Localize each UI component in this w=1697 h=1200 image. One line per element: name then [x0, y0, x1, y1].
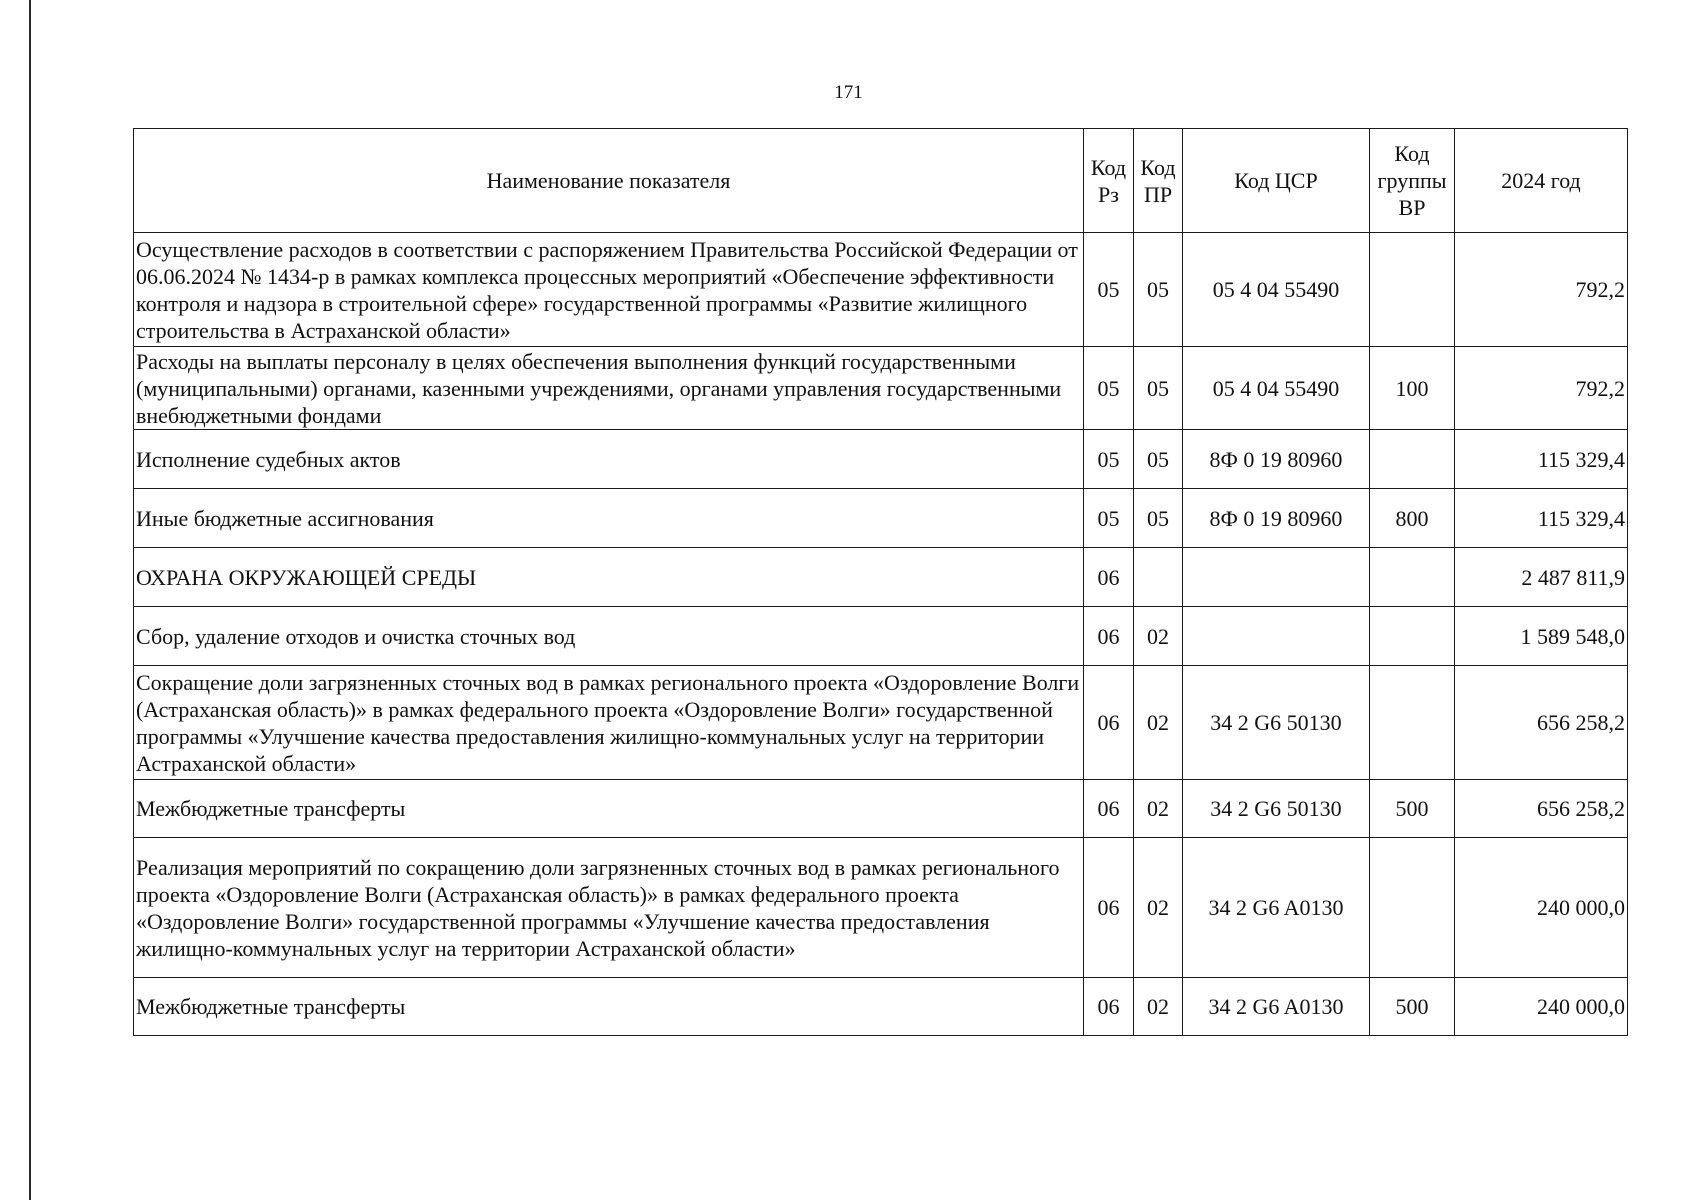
row-amount: 115 329,4: [1455, 430, 1628, 489]
row-csr: 34 2 G6 50130: [1183, 666, 1370, 780]
row-vr: [1370, 233, 1455, 347]
row-pr: 02: [1134, 780, 1183, 838]
row-pr: 05: [1134, 347, 1183, 430]
row-name: Расходы на выплаты персоналу в целях обеспечения выполнения функций государственными (муниципальными) органами, казенными учреждениями, органами управления государственными внебюджетными фондами: [134, 347, 1084, 430]
row-rz: 05: [1084, 430, 1134, 489]
header-pr: Код ПР: [1134, 129, 1183, 233]
table-row: [134, 347, 1628, 430]
row-name: Межбюджетные трансферты: [134, 780, 1084, 838]
row-vr: [1370, 666, 1455, 780]
row-pr: 02: [1134, 666, 1183, 780]
row-rz: 06: [1084, 838, 1134, 978]
row-rz: 05: [1084, 489, 1134, 548]
table-row: [134, 233, 1628, 347]
table-row: [134, 978, 1628, 1036]
row-pr: 05: [1134, 430, 1183, 489]
row-name: Реализация мероприятий по сокращению доли загрязненных сточных вод в рамках регионального проекта «Оздоровление Волги (Астраханская область)» в рамках федерального проекта «Оздоровление Волги» государственной программы «Улучшение качества предоставления жилищно-коммунальных услуг на территории Астраханской области»: [134, 838, 1084, 978]
header-csr: Код ЦСР: [1183, 129, 1370, 233]
header-rz: Код Рз: [1084, 129, 1134, 233]
table-row: [134, 489, 1628, 548]
row-name: Исполнение судебных актов: [134, 430, 1084, 489]
row-name: Осуществление расходов в соответствии с распоряжением Правительства Российской Федерации от 06.06.2024 № 1434-р в рамках комплекса процессных мероприятий «Обеспечение эффективности контроля и надзора в строительной сфере» государственной программы «Развитие жилищного строительства в Астраханской области»: [134, 233, 1084, 347]
row-amount: 1 589 548,0: [1455, 607, 1628, 666]
row-rz: 06: [1084, 978, 1134, 1036]
row-amount: 240 000,0: [1455, 978, 1628, 1036]
row-amount: 656 258,2: [1455, 666, 1628, 780]
row-name: Сбор, удаление отходов и очистка сточных вод: [134, 607, 1084, 666]
scan-edge-line: [29, 0, 31, 1200]
table-row: [134, 548, 1628, 607]
row-vr: 500: [1370, 978, 1455, 1036]
row-csr: [1183, 607, 1370, 666]
table-row: [134, 666, 1628, 780]
row-pr: 02: [1134, 978, 1183, 1036]
row-amount: 115 329,4: [1455, 489, 1628, 548]
row-vr: 800: [1370, 489, 1455, 548]
table-header-row: [134, 129, 1628, 233]
header-vr: Код группы ВР: [1370, 129, 1455, 233]
row-csr: 05 4 04 55490: [1183, 347, 1370, 430]
row-name: Иные бюджетные ассигнования: [134, 489, 1084, 548]
row-rz: 05: [1084, 347, 1134, 430]
row-rz: 05: [1084, 233, 1134, 347]
row-amount: 656 258,2: [1455, 780, 1628, 838]
row-csr: 34 2 G6 A0130: [1183, 978, 1370, 1036]
page-number: 171: [834, 82, 863, 103]
row-rz: 06: [1084, 780, 1134, 838]
row-vr: 100: [1370, 347, 1455, 430]
header-name: Наименование показателя: [134, 129, 1084, 233]
row-csr: 8Ф 0 19 80960: [1183, 489, 1370, 548]
row-name: ОХРАНА ОКРУЖАЮЩЕЙ СРЕДЫ: [134, 548, 1084, 607]
row-pr: [1134, 548, 1183, 607]
row-csr: [1183, 548, 1370, 607]
row-rz: 06: [1084, 607, 1134, 666]
row-vr: [1370, 430, 1455, 489]
table-row: [134, 607, 1628, 666]
row-amount: 2 487 811,9: [1455, 548, 1628, 607]
row-pr: 02: [1134, 607, 1183, 666]
table-row: [134, 780, 1628, 838]
row-pr: 05: [1134, 489, 1183, 548]
table-row: [134, 838, 1628, 978]
row-pr: 02: [1134, 838, 1183, 978]
row-csr: 05 4 04 55490: [1183, 233, 1370, 347]
row-rz: 06: [1084, 548, 1134, 607]
row-csr: 8Ф 0 19 80960: [1183, 430, 1370, 489]
row-name: Межбюджетные трансферты: [134, 978, 1084, 1036]
row-vr: [1370, 607, 1455, 666]
row-vr: [1370, 838, 1455, 978]
row-vr: 500: [1370, 780, 1455, 838]
row-csr: 34 2 G6 50130: [1183, 780, 1370, 838]
row-amount: 240 000,0: [1455, 838, 1628, 978]
row-amount: 792,2: [1455, 233, 1628, 347]
row-amount: 792,2: [1455, 347, 1628, 430]
row-vr: [1370, 548, 1455, 607]
budget-table: [133, 128, 1628, 1036]
row-rz: 06: [1084, 666, 1134, 780]
row-pr: 05: [1134, 233, 1183, 347]
header-year: 2024 год: [1455, 129, 1628, 233]
row-name: Сокращение доли загрязненных сточных вод в рамках регионального проекта «Оздоровление Волги (Астраханская область)» в рамках федерального проекта «Оздоровление Волги» государственной программы «Улучшение качества предоставления жилищно-коммунальных услуг на территории Астраханской области»: [134, 666, 1084, 780]
row-csr: 34 2 G6 A0130: [1183, 838, 1370, 978]
table-row: [134, 430, 1628, 489]
